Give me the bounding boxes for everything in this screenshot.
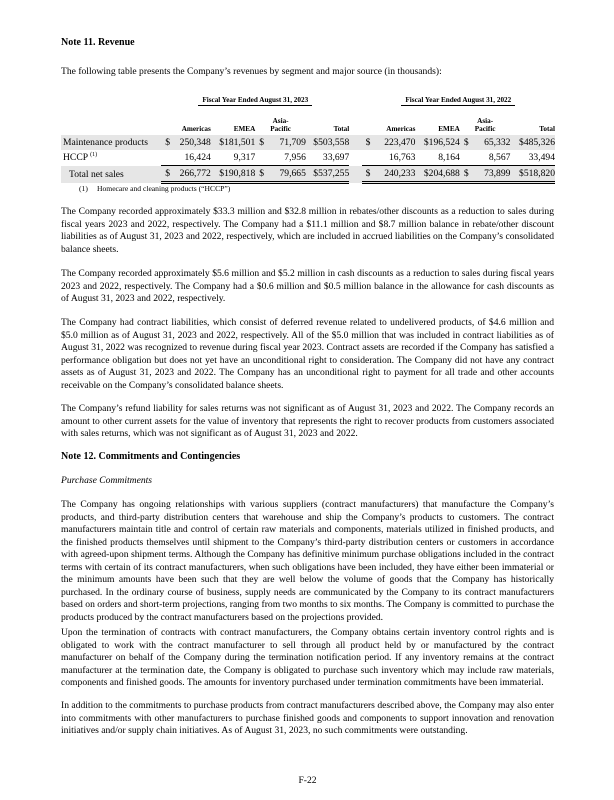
purchase-commitments-subtitle: Purchase Commitments xyxy=(61,475,153,486)
col-header-asia-pacific-2022: Asia- Pacific xyxy=(474,117,496,133)
table-cell: 250,348 xyxy=(174,135,211,150)
table-cell: $181,501 xyxy=(211,135,255,150)
table-cell: $ xyxy=(362,135,374,150)
table-cell xyxy=(161,96,349,111)
col-header-total-2022: Total xyxy=(539,125,555,133)
table-cell: 266,772 xyxy=(174,166,211,183)
table-row xyxy=(61,135,555,150)
table-cell: $ xyxy=(255,135,267,150)
table-cell xyxy=(349,150,361,166)
table-cell: 16,763 xyxy=(374,150,415,166)
table-cell: 8,164 xyxy=(415,150,459,166)
table-cell: $485,326 xyxy=(510,135,555,150)
col-header-emea-2023: EMEA xyxy=(233,125,256,133)
note-12-paragraph-termination: Upon the termination of contracts with contract manufacturers, the Company obtains certain inventory control rights and is obligated to work with the contract manufacturer to sell through all product held by or manufactured by the contract manufacturer on behalf of the Company during the termination notification period. If any inventory remains at the contract manufacturer at the termination date, the Company is obligated to purchase such inventory which may include raw materials, components and finished goods. The amounts for inventory purchased under termination commitments have been immaterial. xyxy=(61,627,554,688)
table-group-header-row xyxy=(61,96,555,111)
table-cell xyxy=(161,150,173,166)
table-cell: $ xyxy=(460,135,472,150)
table-footnote: (1) Homecare and cleaning products (“HCCP”) xyxy=(79,184,231,193)
col-header-asia-pacific-2023: Asia- Pacific xyxy=(270,117,291,133)
table-cell: 16,424 xyxy=(174,150,211,166)
note-12-paragraph-suppliers: The Company has ongoing relationships with various suppliers (contract manufacturers) that manufacture the Company’s products, and third-party distribution centers that warehouse and ship the Company’s products to customers. The contract manufacturers maintain title and control of certain raw materials and components, materials utilized in finished products, and the finished products themselves until shipment to the Company’s third-party distribution centers or customers in accordance with agreed-upon shipment terms. Although the Company has definitive minimum purchase obligations included in the contract terms with certain of its contract manufacturers, when such obligations have been included, they have either been immaterial or the minimum amounts have been such that they are well below the volume of goods that the Company has historically purchased. In the ordinary course of business, supply needs are communicated by the Company to its contract manufacturers based on orders and short-term projections, ranging from two months to six months. The Company is committed to purchase the products produced by the contract manufacturers based on the projections provided. xyxy=(61,499,554,623)
table-column-header-row xyxy=(61,111,555,135)
table-cell: 240,233 xyxy=(374,166,415,183)
table-cell: 33,494 xyxy=(510,150,555,166)
table-cell: HCCP $^{(1)}$ xyxy=(63,152,98,164)
note-11-paragraph-refund-liability: The Company’s refund liability for sales returns was not significant as of August 31, 2023 and 2022. The Company records an amount to other current assets for the value of inventory that represents the right to recover products from customers associated with sales returns, which was not significant as of August 31, 2023 and 2022. xyxy=(61,403,554,439)
col-header-total-2023: Total xyxy=(333,125,350,133)
table-cell xyxy=(349,96,361,111)
table-cell: 33,697 xyxy=(306,150,349,166)
note-12-paragraph-other-commitments: In addition to the commitments to purchase products from contract manufacturers described above, the Company may also enter into commitments with other manufacturers to purchase finished goods and components to support innovation and renovation initiatives and/or supply chain initiatives. As of August 31, 2023, no such commitments were outstanding. xyxy=(61,700,554,736)
table-cell xyxy=(362,96,555,111)
table-cell xyxy=(460,150,472,166)
table-cell: $537,255 xyxy=(306,166,349,183)
table-cell: $204,688 xyxy=(415,166,459,183)
table-cell: $ xyxy=(362,166,374,183)
page-number: F-22 xyxy=(298,775,317,786)
table-cell xyxy=(255,150,267,166)
table-cell xyxy=(349,111,361,135)
note-11-title: Note 11. Revenue xyxy=(61,37,135,48)
note-11-paragraph-cash-discounts: The Company recorded approximately $5.6 million and $5.2 million in cash discounts as a reduction to sales during fiscal years 2023 and 2022, respectively. The Company had a $0.6 million and $0.5 million balance in the allowance for cash discounts as of August 31, 2023 and 2022, respectively. xyxy=(61,268,554,304)
table-row xyxy=(61,150,555,166)
note-11-paragraph-rebates: The Company recorded approximately $33.3 million and $32.8 million in rebates/other discounts as a reduction to sales during fiscal years 2023 and 2022, respectively. The Company had a $11.1 million and $8.7 million balance in rebate/other discount liabilities as of August 31, 2023 and 2022, respectively, which are included in accrued liabilities on the Company’s consolidated balance sheets. xyxy=(61,206,554,255)
table-row-total xyxy=(61,166,555,183)
group-header-2023: Fiscal Year Ended August 31, 2023 xyxy=(198,96,312,106)
table-cell: 65,332 xyxy=(472,135,510,150)
table-cell: $196,524 xyxy=(415,135,459,150)
group-header-2022: Fiscal Year Ended August 31, 2022 xyxy=(401,96,515,106)
col-header-americas-2023: Americas xyxy=(181,125,211,133)
footnote-marker: (1) xyxy=(90,152,98,159)
col-header-emea-2022: EMEA xyxy=(438,125,460,133)
table-cell: $ xyxy=(161,135,173,150)
table-cell: $503,558 xyxy=(306,135,349,150)
table-cell: 7,956 xyxy=(268,150,306,166)
table-cell xyxy=(61,96,161,111)
table-cell xyxy=(349,166,361,183)
revenue-table xyxy=(61,96,555,184)
table-cell: 223,470 xyxy=(374,135,415,150)
table-cell: $ xyxy=(161,166,173,183)
col-header-americas-2022: Americas xyxy=(386,125,416,133)
note-12-title: Note 12. Commitments and Contingencies xyxy=(61,451,241,462)
note-11-intro: The following table presents the Company’s revenues by segment and major source (in thousands): xyxy=(61,66,442,77)
table-cell: 73,899 xyxy=(472,166,510,183)
table-cell xyxy=(362,150,374,166)
table-cell: $ xyxy=(460,166,472,183)
note-11-paragraph-contract-liabilities: The Company had contract liabilities, which consist of deferred revenue related to undelivered products, of $4.6 million and $5.0 million as of August 31, 2023 and 2022, respectively. All of the $5.0 million that was included in contract liabilities as of August 31, 2022 was recognized to revenue during fiscal year 2023. Contract assets are recorded if the Company has satisfied a performance obligation but does not yet have an unconditional right to consideration. The Company did not have any contract assets as of August 31, 2023 and 2022. The Company has an unconditional right to payment for all trade and other accounts receivable on the Company’s consolidated balance sheets. xyxy=(61,317,554,391)
table-cell: $518,820 xyxy=(510,166,555,183)
table-cell: $ xyxy=(255,166,267,183)
table-cell: 71,709 xyxy=(268,135,306,150)
table-cell: $190,818 xyxy=(211,166,255,183)
table-cell: Maintenance products xyxy=(61,135,161,150)
table-cell: 79,665 xyxy=(268,166,306,183)
table-cell: Total net sales xyxy=(61,166,161,183)
table-cell: 8,567 xyxy=(472,150,510,166)
table-cell: 9,317 xyxy=(211,150,255,166)
table-cell xyxy=(349,135,361,150)
table-cell xyxy=(61,111,161,135)
